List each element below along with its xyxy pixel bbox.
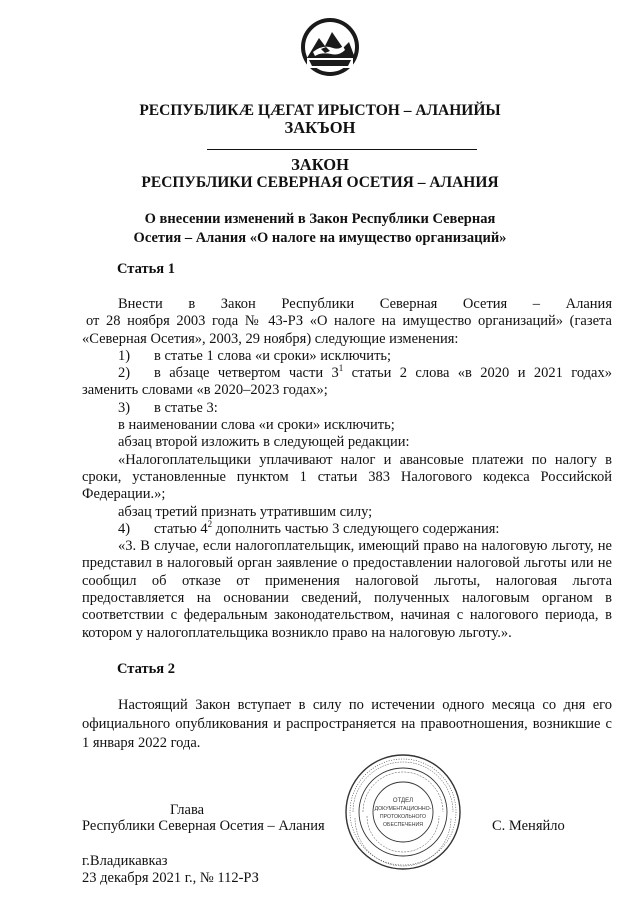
- signature-title-2: Республики Северная Осетия – Алания: [82, 818, 325, 834]
- item-1-number: 1): [118, 347, 131, 364]
- official-seal: [343, 752, 463, 872]
- article-1-intro-rest: от 28 ноября 2003 года № 43-РЗ «О налоге на имущество организаций» (газета «Северная Осетия», 2003, 29 ноября) следующие изменения:: [82, 313, 612, 347]
- item-3-quote: «Налогоплательщики уплачивают налог и авансовые платежи по налогу в сроки, установленные пунктом 1 статьи 383 Налогового кодекса Российской Федерации.»;: [82, 451, 612, 503]
- article-1-heading: Статья 1: [117, 261, 175, 277]
- place-of-signing: г.Владикавказ: [82, 853, 168, 869]
- law-title: ЗАКОН: [291, 155, 349, 174]
- item-4-quote: «3. В случае, если налогоплательщик, имеющий право на налоговую льготу, не представил в налоговый орган заявление о предоставлении налоговой льготы или не сообщил об отказе от применения налоговой льготы, налоговая льгота предоставляется на основании сведений, полученных налоговым органом в соответствии с федеральным законодательством, начиная с налогового периода, в котором у налогоплательщика возникло право на налоговую льготу.».: [82, 538, 612, 641]
- signatory-name: С. Меняйло: [492, 818, 565, 834]
- ossetian-republic-title: РЕСПУБЛИКӔ ЦӔГАТ ИРЫСТОН – АЛАНИЙЫ: [139, 102, 501, 119]
- item-3-sub-a: в наименовании слова «и сроки» исключить;: [118, 417, 395, 434]
- item-3-sub-b: абзац второй изложить в следующей редакции:: [118, 434, 410, 451]
- article-1-intro-line-1: Внести в Закон Республики Северная Осетия – Алания: [118, 296, 612, 312]
- coat-of-arms-emblem: [299, 16, 361, 78]
- item-4-number: 4): [118, 520, 131, 537]
- item-3-text: в статье 3:: [154, 399, 218, 416]
- seal-center-line-2: ДОКУМЕНТАЦИОННО-: [374, 806, 432, 812]
- law-subject-line-2: Осетия – Алания «О налоге на имущество организаций»: [133, 230, 507, 246]
- law-subject-line-1: О внесении изменений в Закон Республики Северная: [144, 211, 496, 227]
- item-2-text-b: статьи 2 слова «в 2020 и 2021 годах» заменить словами «в 2020–2023 годах»;: [82, 365, 612, 399]
- signature-title-1: Глава: [170, 802, 205, 818]
- item-1-text: в статье 1 слова «и сроки» исключить;: [154, 347, 392, 364]
- amendment-item-3: [82, 400, 612, 417]
- item-4-text-b: дополнить частью 3 следующего содержания:: [212, 520, 500, 537]
- law-subject: [60, 210, 580, 248]
- amendment-item-2: [82, 365, 612, 400]
- article-2-text: Настоящий Закон вступает в силу по истечении одного месяца со дня его официального опубликования и распространяется на правоотношения, возникшие с 1 января 2022 года.: [82, 697, 612, 751]
- seal-center-line-3: ПРОТОКОЛЬНОГО: [379, 814, 427, 820]
- seal-center-line-4: ОБЕСПЕЧЕНИЯ: [383, 822, 423, 828]
- amendment-item-1: [82, 348, 612, 365]
- article-2-heading: Статья 2: [117, 661, 175, 677]
- header-divider: [207, 149, 477, 150]
- amendment-item-4: [82, 521, 612, 538]
- article-1-body: [82, 296, 612, 642]
- item-4-text-a: статью 4: [154, 520, 208, 537]
- ossetian-law-title: ЗАКЪОН: [284, 118, 356, 137]
- item-2-superscript: 1: [338, 363, 344, 374]
- republic-title: РЕСПУБЛИКИ СЕВЕРНАЯ ОСЕТИЯ – АЛАНИЯ: [141, 174, 499, 191]
- item-3-number: 3): [118, 399, 131, 416]
- seal-center-line-1: ОТДЕЛ: [392, 798, 414, 804]
- item-3-sub-c: абзац третий признать утратившим силу;: [118, 503, 373, 520]
- item-2-number: 2): [118, 365, 131, 382]
- item-2-text-a: в абзаце четвертом части 3: [154, 365, 339, 382]
- item-4-superscript: 2: [207, 519, 213, 530]
- article-2-body: [82, 696, 612, 753]
- law-date-number: 23 декабря 2021 г., № 112-РЗ: [82, 870, 259, 886]
